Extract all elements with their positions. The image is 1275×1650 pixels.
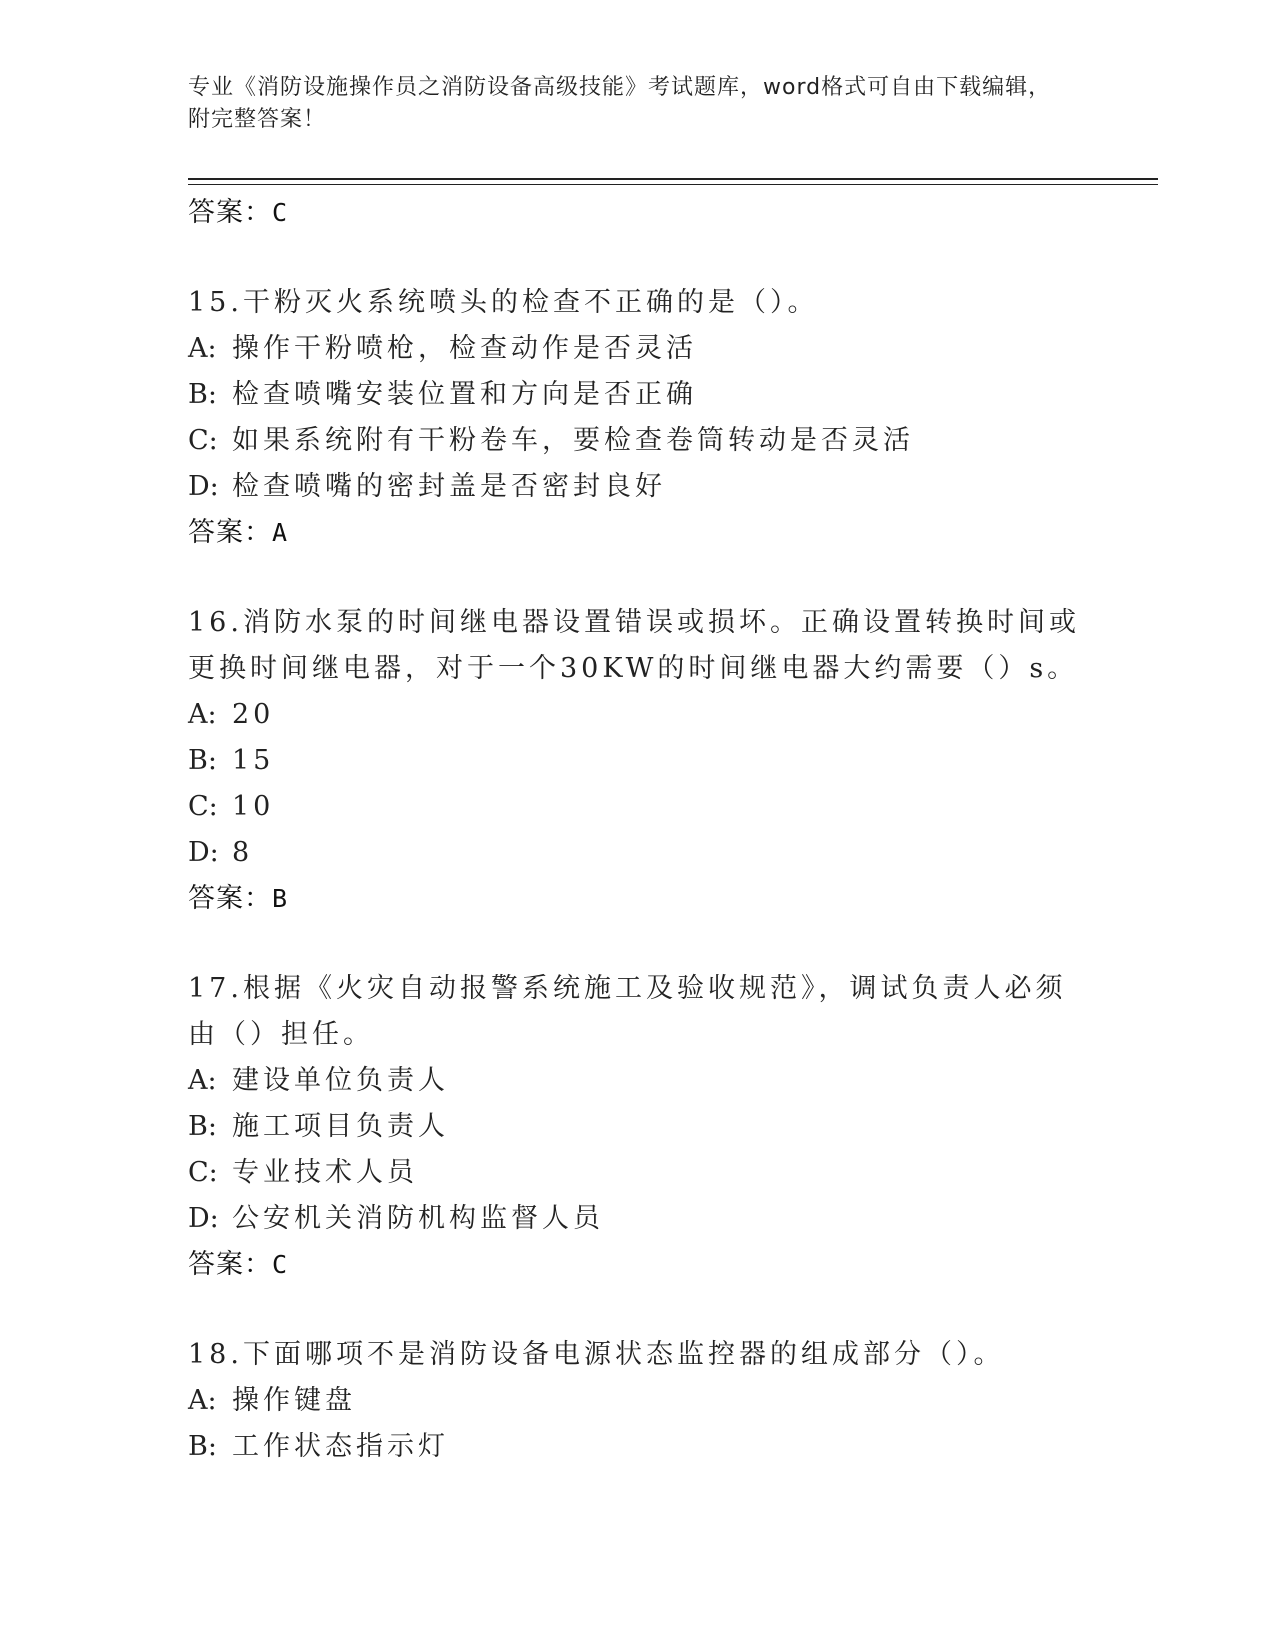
option-letter: D:	[188, 1203, 219, 1234]
question-item	[188, 280, 1088, 556]
option-b	[188, 372, 1088, 418]
option-c	[188, 418, 1088, 464]
option-letter: B:	[188, 1111, 217, 1142]
option-d	[188, 464, 1088, 510]
document-header: 专业《消防设施操作员之消防设备高级技能》考试题库，word格式可自由下载编辑，附完整答案！	[188, 75, 1052, 132]
answer-value: B	[272, 884, 289, 913]
header-divider	[188, 178, 1158, 180]
answer-line	[188, 190, 1088, 236]
option-text: 公安机关消防机构监督人员	[232, 1203, 604, 1234]
option-text: 检查喷嘴的密封盖是否密封良好	[232, 471, 666, 502]
option-letter: B:	[188, 745, 217, 776]
option-a	[188, 326, 1088, 372]
option-text: 检查喷嘴安装位置和方向是否正确	[232, 379, 697, 410]
option-text: 专业技术人员	[232, 1157, 418, 1188]
option-text: 20	[232, 699, 275, 730]
option-letter: A:	[188, 333, 217, 364]
answer-value: A	[272, 518, 289, 547]
option-letter: C:	[188, 1157, 218, 1188]
question-stem: 16.消防水泵的时间继电器设置错误或损坏。正确设置转换时间或更换时间继电器，对于一个30KW的时间继电器大约需要（）s。	[188, 607, 1080, 684]
option-text: 10	[232, 791, 275, 822]
option-a	[188, 692, 1088, 738]
question-stem: 17.根据《火灾自动报警系统施工及验收规范》，调试负责人必须由（）担任。	[188, 973, 1067, 1050]
answer-value: C	[272, 198, 289, 227]
option-text: 工作状态指示灯	[232, 1431, 449, 1462]
option-b	[188, 738, 1088, 784]
option-c	[188, 784, 1088, 830]
option-text: 8	[232, 837, 254, 868]
question-item	[188, 600, 1088, 922]
option-b	[188, 1104, 1088, 1150]
answer-line	[188, 1242, 1088, 1288]
answer-value: C	[272, 1250, 289, 1279]
question-item	[188, 1332, 1088, 1470]
option-text: 如果系统附有干粉卷车，要检查卷筒转动是否灵活	[232, 425, 914, 456]
option-text: 施工项目负责人	[232, 1111, 449, 1142]
option-a	[188, 1378, 1088, 1424]
option-a	[188, 1058, 1088, 1104]
answer-label: 答案：	[188, 517, 272, 548]
option-d	[188, 1196, 1088, 1242]
option-b	[188, 1424, 1088, 1470]
option-letter: A:	[188, 699, 217, 730]
option-letter: B:	[188, 379, 217, 410]
question-stem: 15.干粉灭火系统喷头的检查不正确的是（）。	[188, 287, 819, 318]
question-item	[188, 966, 1088, 1288]
answer-label: 答案：	[188, 1249, 272, 1280]
option-letter: D:	[188, 471, 219, 502]
answer-line	[188, 510, 1088, 556]
option-c	[188, 1150, 1088, 1196]
option-letter: A:	[188, 1065, 217, 1096]
option-letter: C:	[188, 791, 218, 822]
option-text: 操作干粉喷枪，检查动作是否灵活	[232, 333, 697, 364]
option-letter: B:	[188, 1431, 217, 1462]
option-d	[188, 830, 1088, 876]
option-text: 15	[232, 745, 275, 776]
option-letter: D:	[188, 837, 219, 868]
answer-line	[188, 876, 1088, 922]
answer-label: 答案：	[188, 197, 272, 228]
question-stem: 18.下面哪项不是消防设备电源状态监控器的组成部分（）。	[188, 1339, 1005, 1370]
option-letter: A:	[188, 1385, 217, 1416]
option-letter: C:	[188, 425, 218, 456]
header-divider-thin	[188, 184, 1158, 185]
option-text: 操作键盘	[232, 1385, 356, 1416]
answer-label: 答案：	[188, 883, 272, 914]
option-text: 建设单位负责人	[232, 1065, 449, 1096]
question-list	[188, 190, 1088, 1470]
